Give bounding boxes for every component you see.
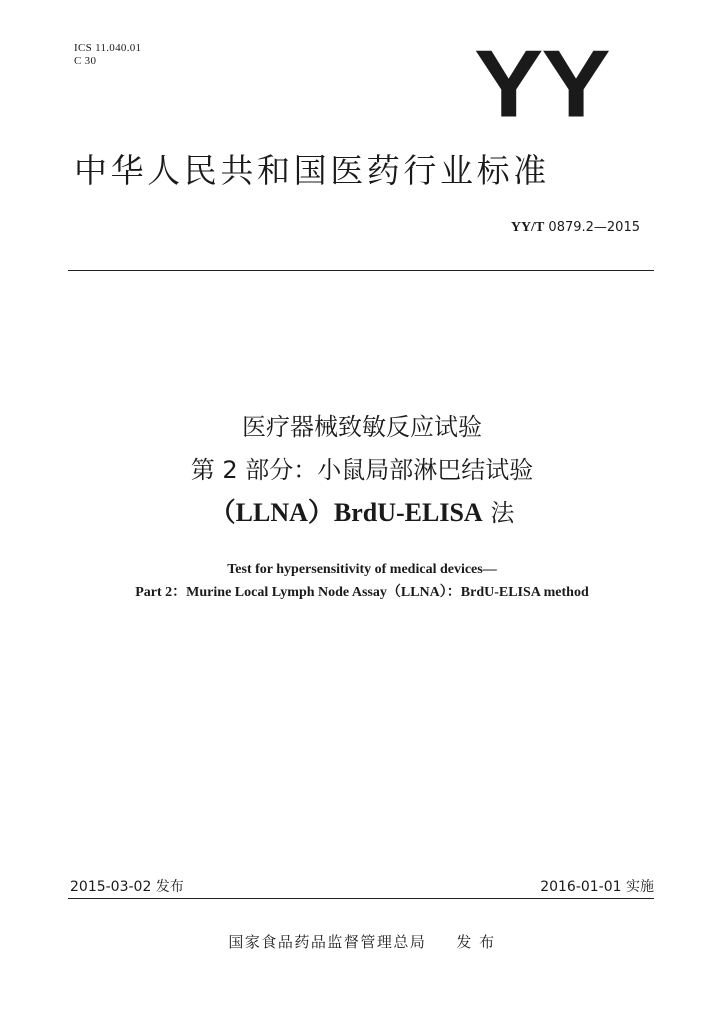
ics-code: ICS 11.040.01	[74, 42, 142, 54]
title-cn-line3-latin: （LLNA）BrdU-ELISA	[209, 498, 483, 527]
header-divider	[68, 270, 654, 271]
title-cn-line3-suffix: 法	[490, 499, 515, 527]
publish-date: 2015-03-02 发布	[70, 879, 184, 895]
issuer-action: 发 布	[456, 933, 496, 951]
implement-date: 2016-01-01 实施	[540, 879, 654, 895]
yy-logo: YY	[474, 31, 609, 138]
classification-codes	[74, 42, 141, 68]
title-cn-line3	[0, 495, 724, 531]
ccs-code: C 30	[74, 55, 97, 67]
issuing-authority	[0, 931, 724, 952]
standard-code-prefix: YY/T	[510, 220, 545, 235]
standard-category-title: 中华人民共和国医药行业标准	[74, 151, 550, 190]
title-cn-line1: 医疗器械致敏反应试验	[242, 413, 482, 441]
standard-code	[511, 220, 640, 236]
footer-divider	[68, 898, 654, 899]
title-en-line1: Test for hypersensitivity of medical devices—	[227, 562, 497, 577]
title-en-line2: Part 2：Murine Local Lymph Node Assay（LLNA）：BrdU-ELISA method	[135, 585, 589, 600]
issuer-name: 国家食品药品监督管理总局	[228, 933, 427, 951]
title-cn-line2: 第 2 部分：小鼠局部淋巴结试验	[190, 456, 534, 484]
standard-code-number: 0879.2—2015	[548, 220, 640, 235]
